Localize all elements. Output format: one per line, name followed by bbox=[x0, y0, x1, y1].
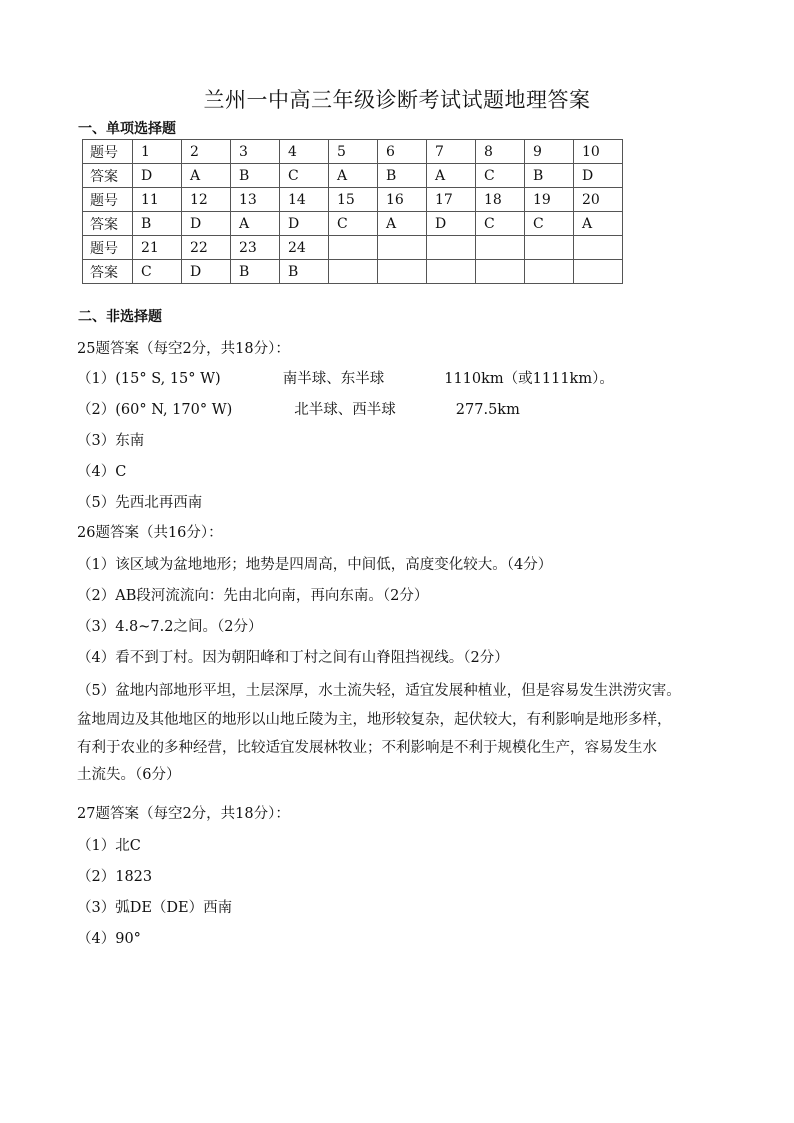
table-cell: D bbox=[574, 164, 623, 188]
row-label: 题号 bbox=[83, 188, 133, 212]
table-cell: 17 bbox=[427, 188, 476, 212]
table-cell: 13 bbox=[231, 188, 280, 212]
table-cell: 14 bbox=[280, 188, 329, 212]
table-cell bbox=[427, 236, 476, 260]
table-cell: 6 bbox=[378, 140, 427, 164]
table-row bbox=[83, 212, 623, 236]
table-cell bbox=[574, 260, 623, 284]
table-cell: 15 bbox=[329, 188, 378, 212]
table-cell bbox=[574, 236, 623, 260]
q25-answer-1-num: （1） bbox=[77, 371, 116, 387]
table-cell: D bbox=[182, 260, 231, 284]
q25-answer-1-coord: (15° S, 15° W) bbox=[115, 371, 221, 387]
q26-answer-5-line-4: 土流失。（6分） bbox=[77, 767, 181, 783]
table-cell: 7 bbox=[427, 140, 476, 164]
q25-answer-4: （4）C bbox=[77, 464, 127, 480]
table-cell: 22 bbox=[182, 236, 231, 260]
q26-answer-2: （2）AB段河流流向：先由北向南，再向东南。（2分） bbox=[77, 588, 429, 604]
q25-answer-2-num: （2） bbox=[77, 402, 116, 418]
q25-answer-5: （5）先西北再西南 bbox=[77, 495, 203, 511]
table-cell bbox=[427, 260, 476, 284]
table-cell: B bbox=[378, 164, 427, 188]
q25-answer-2-hemisphere: 北半球、西半球 bbox=[294, 402, 396, 418]
table-cell: 18 bbox=[476, 188, 525, 212]
table-cell bbox=[525, 260, 574, 284]
table-cell: A bbox=[574, 212, 623, 236]
row-label: 答案 bbox=[83, 212, 133, 236]
q25-answer-2-distance: 277.5km bbox=[455, 402, 520, 418]
table-row bbox=[83, 260, 623, 284]
q26-heading: 26题答案（共16分）： bbox=[77, 525, 223, 541]
row-label: 题号 bbox=[83, 236, 133, 260]
q25-answer-2 bbox=[77, 400, 520, 420]
table-cell: 12 bbox=[182, 188, 231, 212]
table-cell: 3 bbox=[231, 140, 280, 164]
table-cell: 1 bbox=[133, 140, 182, 164]
table-cell: B bbox=[231, 260, 280, 284]
table-cell: 23 bbox=[231, 236, 280, 260]
section-heading-non-choice: 二、非选择题 bbox=[78, 309, 162, 325]
table-cell: C bbox=[133, 260, 182, 284]
q26-answer-5-line-2: 盆地周边及其他地区的地形以山地丘陵为主，地形较复杂，起伏较大，有利影响是地形多样， bbox=[77, 712, 672, 728]
table-row bbox=[83, 236, 623, 260]
q27-answer-3: （3）弧DE（DE）西南 bbox=[77, 900, 233, 916]
table-cell bbox=[476, 260, 525, 284]
table-cell: D bbox=[133, 164, 182, 188]
q26-answer-5-line-3: 有利于农业的多种经营，比较适宜发展林牧业；不利影响是不利于规模化生产，容易发生水 bbox=[77, 740, 657, 756]
q26-answer-4: （4）看不到丁村。因为朝阳峰和丁村之间有山脊阻挡视线。（2分） bbox=[77, 650, 509, 666]
q25-heading: 25题答案（每空2分，共18分）： bbox=[77, 341, 290, 357]
table-cell: B bbox=[280, 260, 329, 284]
row-label: 题号 bbox=[83, 140, 133, 164]
q27-heading: 27题答案（每空2分，共18分）： bbox=[77, 806, 290, 822]
table-cell: 20 bbox=[574, 188, 623, 212]
row-label: 答案 bbox=[83, 164, 133, 188]
table-cell: 8 bbox=[476, 140, 525, 164]
table-cell: B bbox=[231, 164, 280, 188]
row-label: 答案 bbox=[83, 260, 133, 284]
table-cell: D bbox=[182, 212, 231, 236]
table-row bbox=[83, 188, 623, 212]
section-heading-multiple-choice: 一、单项选择题 bbox=[78, 121, 176, 137]
table-cell: A bbox=[427, 164, 476, 188]
table-cell: A bbox=[231, 212, 280, 236]
answer-table bbox=[82, 139, 623, 284]
table-cell: B bbox=[525, 164, 574, 188]
q26-answer-1: （1）该区域为盆地地形；地势是四周高，中间低，高度变化较大。（4分） bbox=[77, 557, 553, 573]
page-title: 兰州一中高三年级诊断考试试题地理答案 bbox=[203, 88, 591, 112]
table-cell: D bbox=[427, 212, 476, 236]
q25-answer-1 bbox=[77, 369, 614, 389]
table-cell: C bbox=[476, 212, 525, 236]
q27-answer-4: （4）90° bbox=[77, 931, 141, 947]
table-cell: 24 bbox=[280, 236, 329, 260]
q25-answer-3: （3）东南 bbox=[77, 433, 145, 449]
table-row bbox=[83, 140, 623, 164]
table-cell: 4 bbox=[280, 140, 329, 164]
table-cell bbox=[329, 260, 378, 284]
table-cell: 9 bbox=[525, 140, 574, 164]
table-cell: A bbox=[182, 164, 231, 188]
q25-answer-1-distance: 1110km（或1111km）。 bbox=[444, 371, 614, 387]
table-cell bbox=[476, 236, 525, 260]
q25-answer-1-hemisphere: 南半球、东半球 bbox=[282, 371, 385, 387]
table-cell bbox=[378, 236, 427, 260]
table-cell: C bbox=[476, 164, 525, 188]
q26-answer-5-line-1: （5）盆地内部地形平坦，土层深厚，水土流失轻，适宜发展种植业，但是容易发生洪涝灾害。 bbox=[77, 683, 681, 699]
table-cell: A bbox=[378, 212, 427, 236]
table-cell: 19 bbox=[525, 188, 574, 212]
table-cell bbox=[525, 236, 574, 260]
table-cell: 21 bbox=[133, 236, 182, 260]
table-cell: 2 bbox=[182, 140, 231, 164]
table-cell: C bbox=[280, 164, 329, 188]
table-cell: A bbox=[329, 164, 378, 188]
table-row bbox=[83, 164, 623, 188]
table-cell bbox=[378, 260, 427, 284]
q27-answer-2: （2）1823 bbox=[77, 869, 153, 885]
table-cell: B bbox=[133, 212, 182, 236]
table-cell: 10 bbox=[574, 140, 623, 164]
table-cell: D bbox=[280, 212, 329, 236]
q26-answer-3: （3）4.8~7.2之间。（2分） bbox=[77, 619, 263, 635]
q27-answer-1: （1）北C bbox=[77, 838, 141, 854]
q25-answer-2-coord: (60° N, 170° W) bbox=[115, 402, 233, 418]
table-cell: 16 bbox=[378, 188, 427, 212]
table-cell bbox=[329, 236, 378, 260]
table-cell: 5 bbox=[329, 140, 378, 164]
table-cell: C bbox=[329, 212, 378, 236]
table-cell: 11 bbox=[133, 188, 182, 212]
table-cell: C bbox=[525, 212, 574, 236]
